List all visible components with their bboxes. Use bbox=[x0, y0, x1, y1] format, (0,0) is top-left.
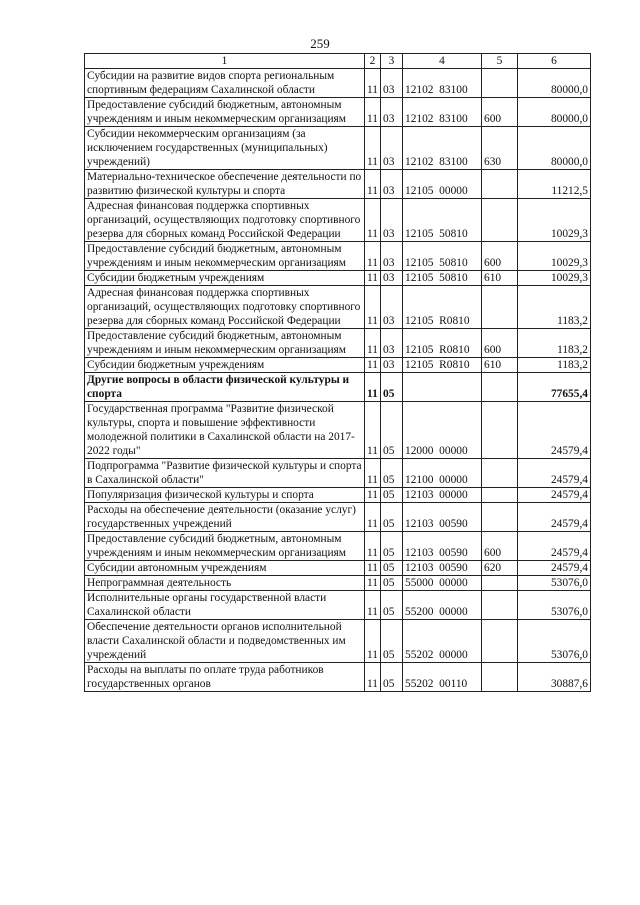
page-number: 259 bbox=[310, 36, 330, 51]
table-row bbox=[85, 488, 591, 503]
row-amount: 10029,3 bbox=[518, 271, 591, 286]
row-name: Субсидии некоммерческим организациям (за исключением государственных (муниципальных) учреждений) bbox=[85, 127, 365, 170]
row-name: Субсидии бюджетным учреждениям bbox=[85, 271, 365, 286]
row-target-article: 55202 00000 bbox=[403, 620, 482, 663]
row-section: 11 bbox=[365, 532, 381, 561]
header-row bbox=[85, 54, 591, 69]
row-subsection: 05 bbox=[381, 561, 403, 576]
row-amount: 24579,4 bbox=[518, 532, 591, 561]
row-expense-type: 620 bbox=[482, 561, 518, 576]
row-subsection: 05 bbox=[381, 373, 403, 402]
row-target-article: 12100 00000 bbox=[403, 459, 482, 488]
row-section: 11 bbox=[365, 591, 381, 620]
row-target-article: 12103 00590 bbox=[403, 532, 482, 561]
table-row bbox=[85, 329, 591, 358]
row-target-article: 12105 R0810 bbox=[403, 286, 482, 329]
row-section: 11 bbox=[365, 271, 381, 286]
row-subsection: 05 bbox=[381, 663, 403, 692]
row-section: 11 bbox=[365, 503, 381, 532]
row-section: 11 bbox=[365, 242, 381, 271]
row-subsection: 03 bbox=[381, 69, 403, 98]
table-row bbox=[85, 620, 591, 663]
row-section: 11 bbox=[365, 620, 381, 663]
row-amount: 80000,0 bbox=[518, 98, 591, 127]
table-row bbox=[85, 358, 591, 373]
row-subsection: 03 bbox=[381, 98, 403, 127]
row-expense-type bbox=[482, 170, 518, 199]
row-name: Подпрограмма "Развитие физической культуры и спорта в Сахалинской области" bbox=[85, 459, 365, 488]
row-target-article: 55202 00110 bbox=[403, 663, 482, 692]
row-subsection: 03 bbox=[381, 199, 403, 242]
row-expense-type: 600 bbox=[482, 329, 518, 358]
table-row bbox=[85, 402, 591, 459]
row-name: Субсидии автономным учреждениям bbox=[85, 561, 365, 576]
row-name: Популяризация физической культуры и спорта bbox=[85, 488, 365, 503]
row-expense-type bbox=[482, 576, 518, 591]
row-expense-type bbox=[482, 459, 518, 488]
row-expense-type bbox=[482, 503, 518, 532]
table-row bbox=[85, 576, 591, 591]
row-section: 11 bbox=[365, 358, 381, 373]
row-subsection: 05 bbox=[381, 503, 403, 532]
row-amount: 24579,4 bbox=[518, 503, 591, 532]
row-target-article: 12105 R0810 bbox=[403, 329, 482, 358]
row-subsection: 05 bbox=[381, 459, 403, 488]
row-amount: 1183,2 bbox=[518, 358, 591, 373]
row-expense-type: 630 bbox=[482, 127, 518, 170]
row-expense-type: 600 bbox=[482, 242, 518, 271]
row-name: Адресная финансовая поддержка спортивных организаций, осуществляющих подготовку спортивного резерва для сборных команд Российской Федерации bbox=[85, 199, 365, 242]
row-section: 11 bbox=[365, 459, 381, 488]
row-expense-type bbox=[482, 663, 518, 692]
row-subsection: 05 bbox=[381, 488, 403, 503]
row-name: Другие вопросы в области физической культуры и спорта bbox=[85, 373, 365, 402]
row-amount: 1183,2 bbox=[518, 329, 591, 358]
row-expense-type bbox=[482, 591, 518, 620]
row-name: Материально-техническое обеспечение деятельности по развитию физической культуры и спорта bbox=[85, 170, 365, 199]
table-row bbox=[85, 242, 591, 271]
table-row bbox=[85, 373, 591, 402]
row-name: Расходы на выплаты по оплате труда работников государственных органов bbox=[85, 663, 365, 692]
table-row bbox=[85, 591, 591, 620]
row-target-article: 12103 00590 bbox=[403, 503, 482, 532]
row-subsection: 05 bbox=[381, 576, 403, 591]
table-row bbox=[85, 532, 591, 561]
row-target-article: 12105 50810 bbox=[403, 271, 482, 286]
row-subsection: 05 bbox=[381, 402, 403, 459]
row-amount: 1183,2 bbox=[518, 286, 591, 329]
row-expense-type bbox=[482, 488, 518, 503]
row-section: 11 bbox=[365, 488, 381, 503]
row-name: Расходы на обеспечение деятельности (оказание услуг) государственных учреждений bbox=[85, 503, 365, 532]
row-section: 11 bbox=[365, 663, 381, 692]
row-subsection: 03 bbox=[381, 271, 403, 286]
row-expense-type bbox=[482, 69, 518, 98]
row-subsection: 03 bbox=[381, 329, 403, 358]
row-target-article: 12103 00590 bbox=[403, 561, 482, 576]
row-amount: 10029,3 bbox=[518, 242, 591, 271]
row-subsection: 05 bbox=[381, 591, 403, 620]
row-section: 11 bbox=[365, 199, 381, 242]
table-row bbox=[85, 561, 591, 576]
row-section: 11 bbox=[365, 286, 381, 329]
row-amount: 24579,4 bbox=[518, 488, 591, 503]
row-name: Субсидии бюджетным учреждениям bbox=[85, 358, 365, 373]
row-section: 11 bbox=[365, 170, 381, 199]
row-amount: 30887,6 bbox=[518, 663, 591, 692]
row-name: Предоставление субсидий бюджетным, автономным учреждениям и иным некоммерческим организациям bbox=[85, 532, 365, 561]
header-col-6: 6 bbox=[518, 54, 591, 69]
row-target-article: 12105 50810 bbox=[403, 199, 482, 242]
row-target-article: 12105 R0810 bbox=[403, 358, 482, 373]
row-name: Предоставление субсидий бюджетным, автономным учреждениям и иным некоммерческим организациям bbox=[85, 98, 365, 127]
row-target-article: 55000 00000 bbox=[403, 576, 482, 591]
row-name: Государственная программа "Развитие физической культуры, спорта и повышение эффективности молодежной политики в Сахалинской области на 2017-2022 годы" bbox=[85, 402, 365, 459]
row-expense-type: 610 bbox=[482, 358, 518, 373]
row-name: Обеспечение деятельности органов исполнительной власти Сахалинской области и подведомственных им учреждений bbox=[85, 620, 365, 663]
header-col-1: 1 bbox=[85, 54, 365, 69]
row-name: Субсидии на развитие видов спорта региональным спортивным федерациям Сахалинской области bbox=[85, 69, 365, 98]
row-target-article: 12105 50810 bbox=[403, 242, 482, 271]
row-section: 11 bbox=[365, 329, 381, 358]
table-row bbox=[85, 503, 591, 532]
row-expense-type: 610 bbox=[482, 271, 518, 286]
row-subsection: 03 bbox=[381, 170, 403, 199]
row-section: 11 bbox=[365, 69, 381, 98]
table-row bbox=[85, 459, 591, 488]
table-row bbox=[85, 199, 591, 242]
row-amount: 53076,0 bbox=[518, 620, 591, 663]
row-amount: 11212,5 bbox=[518, 170, 591, 199]
table-row bbox=[85, 170, 591, 199]
row-subsection: 03 bbox=[381, 242, 403, 271]
row-subsection: 03 bbox=[381, 127, 403, 170]
row-amount: 80000,0 bbox=[518, 69, 591, 98]
row-expense-type bbox=[482, 199, 518, 242]
row-subsection: 05 bbox=[381, 620, 403, 663]
row-target-article: 12103 00000 bbox=[403, 488, 482, 503]
row-amount: 24579,4 bbox=[518, 402, 591, 459]
header-col-5: 5 bbox=[482, 54, 518, 69]
row-target-article: 12102 83100 bbox=[403, 69, 482, 98]
row-name: Исполнительные органы государственной власти Сахалинской области bbox=[85, 591, 365, 620]
header-col-4: 4 bbox=[403, 54, 482, 69]
header-col-3: 3 bbox=[381, 54, 403, 69]
row-expense-type bbox=[482, 286, 518, 329]
row-amount: 24579,4 bbox=[518, 561, 591, 576]
row-subsection: 03 bbox=[381, 358, 403, 373]
row-expense-type bbox=[482, 620, 518, 663]
budget-table bbox=[84, 53, 591, 692]
row-name: Адресная финансовая поддержка спортивных организаций, осуществляющих подготовку спортивного резерва для сборных команд Российской Федерации bbox=[85, 286, 365, 329]
row-subsection: 05 bbox=[381, 532, 403, 561]
row-name: Предоставление субсидий бюджетным, автономным учреждениям и иным некоммерческим организациям bbox=[85, 329, 365, 358]
row-expense-type bbox=[482, 402, 518, 459]
row-expense-type bbox=[482, 373, 518, 402]
row-section: 11 bbox=[365, 373, 381, 402]
row-amount: 10029,3 bbox=[518, 199, 591, 242]
table-row bbox=[85, 663, 591, 692]
table-header bbox=[85, 54, 591, 69]
row-target-article bbox=[403, 373, 482, 402]
row-section: 11 bbox=[365, 576, 381, 591]
row-target-article: 12105 00000 bbox=[403, 170, 482, 199]
row-target-article: 12102 83100 bbox=[403, 127, 482, 170]
row-target-article: 12102 83100 bbox=[403, 98, 482, 127]
row-section: 11 bbox=[365, 127, 381, 170]
table-row bbox=[85, 127, 591, 170]
row-amount: 53076,0 bbox=[518, 591, 591, 620]
row-section: 11 bbox=[365, 402, 381, 459]
row-amount: 53076,0 bbox=[518, 576, 591, 591]
row-name: Непрограммная деятельность bbox=[85, 576, 365, 591]
table-row bbox=[85, 69, 591, 98]
row-section: 11 bbox=[365, 561, 381, 576]
row-name: Предоставление субсидий бюджетным, автономным учреждениям и иным некоммерческим организациям bbox=[85, 242, 365, 271]
table-row bbox=[85, 98, 591, 127]
table-row bbox=[85, 286, 591, 329]
table-row bbox=[85, 271, 591, 286]
row-amount: 80000,0 bbox=[518, 127, 591, 170]
row-subsection: 03 bbox=[381, 286, 403, 329]
row-target-article: 55200 00000 bbox=[403, 591, 482, 620]
row-amount: 24579,4 bbox=[518, 459, 591, 488]
header-col-2: 2 bbox=[365, 54, 381, 69]
row-expense-type: 600 bbox=[482, 532, 518, 561]
row-amount: 77655,4 bbox=[518, 373, 591, 402]
table-body bbox=[85, 69, 591, 692]
row-section: 11 bbox=[365, 98, 381, 127]
row-target-article: 12000 00000 bbox=[403, 402, 482, 459]
row-expense-type: 600 bbox=[482, 98, 518, 127]
